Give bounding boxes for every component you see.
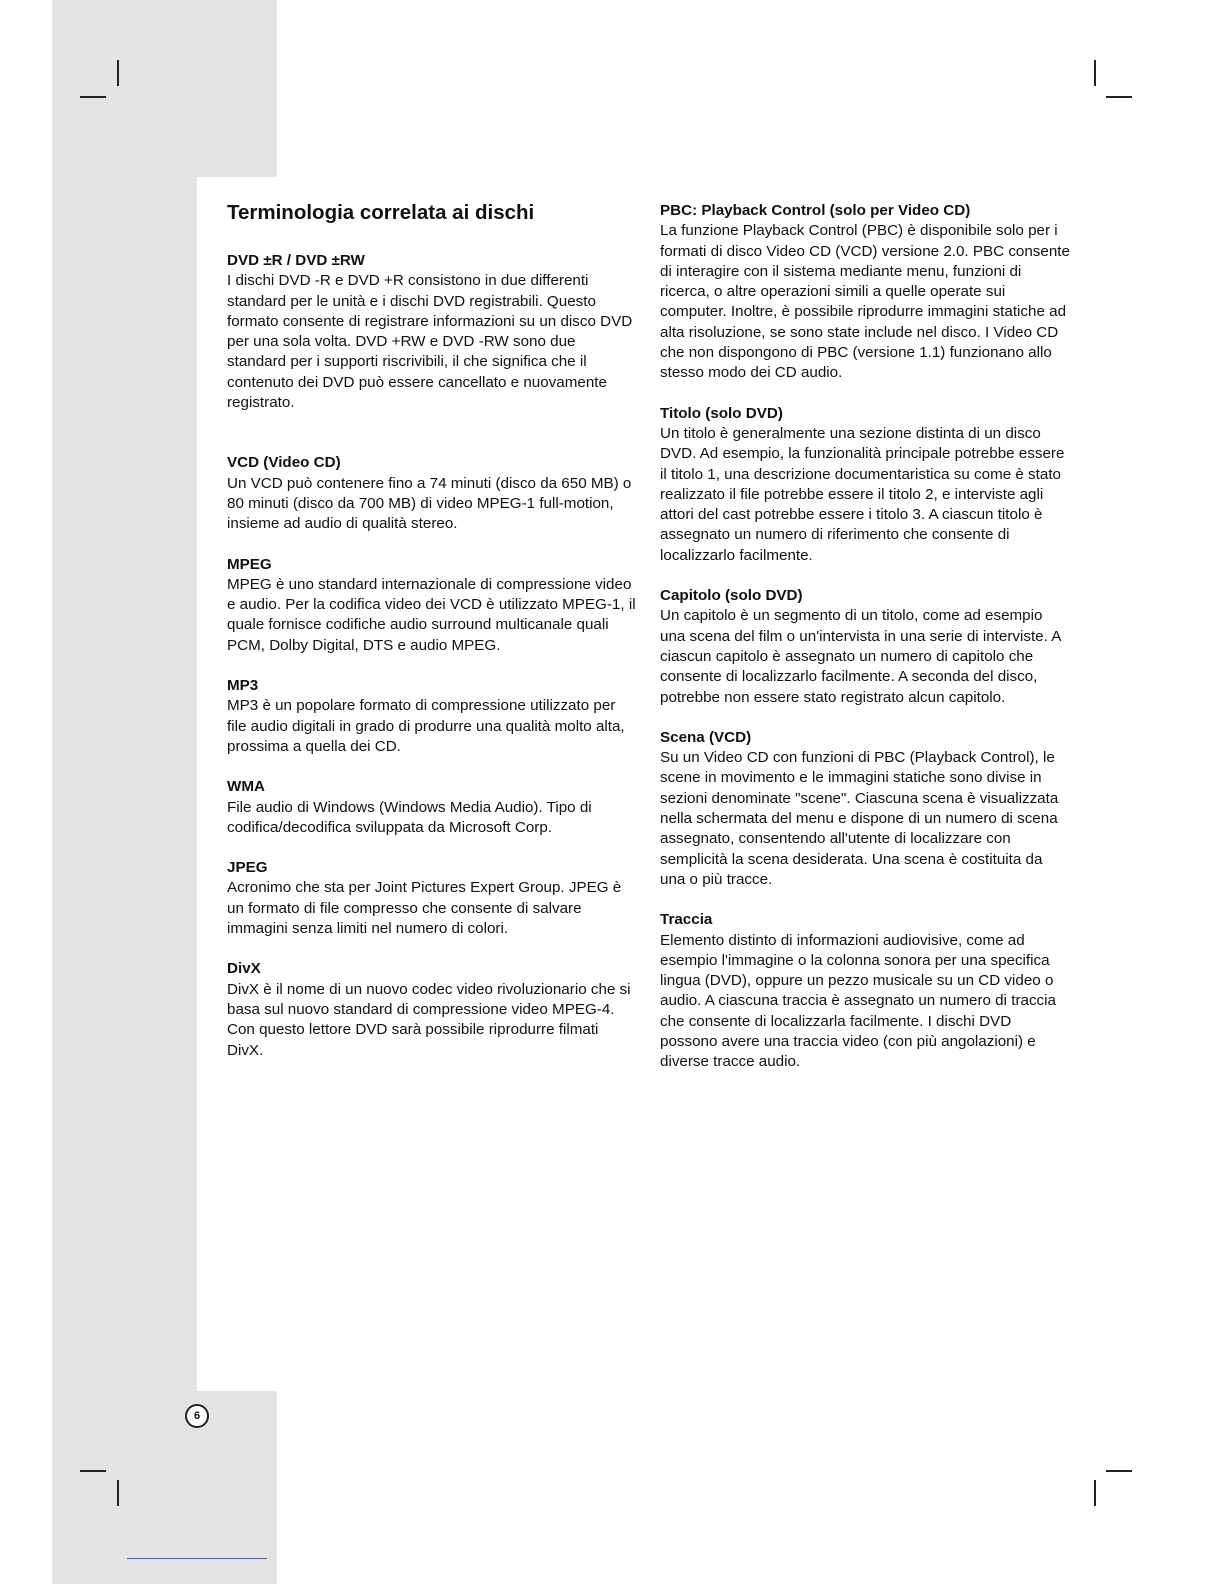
- section-heading: DivX: [227, 960, 261, 978]
- section-heading: WMA: [227, 778, 265, 796]
- section-divx: [227, 959, 637, 1060]
- section-body: Un capitolo è un segmento di un titolo, come ad esempio una scena del film o un'intervista in una serie di interviste. A ciascun capitolo è assegnato un numero di capitolo che consente di localizzarlo facilmente. A seconda del disco, potrebbe non essere stato registrato alcun capitolo.: [660, 607, 1061, 706]
- page-number-badge: 6: [185, 1404, 209, 1428]
- crop-mark-bl-v: [117, 1480, 119, 1506]
- page-title: Terminologia correlata ai dischi: [227, 201, 535, 224]
- section-heading: MP3: [227, 677, 259, 695]
- section-wma: [227, 777, 637, 838]
- section-pbc: [660, 201, 1070, 384]
- section-body: I dischi DVD -R e DVD +R consistono in due differenti standard per le unità e i dischi DVD registrabili. Questo formato consente di registrare informazioni su un disco DVD per una sola volta. DVD +RW e DVD -RW sono due standard per i supporti riscrivibili, il che significa che il contenuto dei DVD può essere cancellato e nuovamente registrato.: [227, 272, 633, 412]
- section-traccia: [660, 910, 1070, 1072]
- right-column: [660, 201, 1070, 1093]
- crop-mark-tr-h: [1106, 96, 1132, 98]
- section-body: DivX è il nome di un nuovo codec video rivoluzionario che si basa sul nuovo standard di compressione video MPEG-4. Con questo lettore DVD sarà possibile riprodurre filmati DivX.: [227, 980, 631, 1059]
- crop-mark-tl-v: [117, 60, 119, 86]
- section-body: Acronimo che sta per Joint Pictures Expert Group. JPEG è un formato di file compresso che consente di salvare immagini senza limiti nel numero di colori.: [227, 879, 622, 938]
- section-heading: Traccia: [660, 911, 713, 929]
- section-body: La funzione Playback Control (PBC) è disponibile solo per i formati di disco Video CD (VCD) versione 2.0. PBC consente di interagire con il sistema mediante menu, funzioni di ricerca, o altre operazioni simili a quelle operate sui computer. Inoltre, è possibile riprodurre immagini statiche ad alta risoluzione, se sono state include nel disco. I Video CD che non dispongono di PBC (versione 1.1) funzionano allo stesso modo dei CD audio.: [660, 222, 1070, 382]
- section-titolo: [660, 404, 1070, 566]
- section-body: Un VCD può contenere fino a 74 minuti (disco da 650 MB) o 80 minuti (disco da 700 MB) di video MPEG-1 full-motion, insieme ad audio di qualità stereo.: [227, 474, 632, 533]
- section-heading: PBC: Playback Control (solo per Video CD): [660, 202, 971, 219]
- section-scena: [660, 728, 1070, 890]
- section-heading: Scena (VCD): [660, 728, 752, 746]
- section-body: Elemento distinto di informazioni audiovisive, come ad esempio l'immagine o la colonna sonora per una specifica lingua (DVD), oppure un pezzo musicale su un CD video o audio. A ciascuna traccia è assegnato un numero di traccia che consente di localizzarla facilmente. I dischi DVD possono avere una traccia video (con più angolazioni) e diverse tracce audio.: [660, 931, 1056, 1071]
- section-mp3: [227, 676, 637, 757]
- section-body: MP3 è un popolare formato di compressione utilizzato per file audio digitali in grado di produrre una qualità molto alta, prossima a quella dei CD.: [227, 697, 625, 755]
- section-body: Un titolo è generalmente una sezione distinta di un disco DVD. Ad esempio, la funzionalità principale potrebbe essere il titolo 1, una descrizione documentaristica su come è stato realizzato il file potrebbe essere il titolo 2, e interviste agli attori del cast potrebbe essere i titolo 3. A ciascun titolo è assegnato un numero di riferimento che consente di localizzarlo facilmente.: [660, 424, 1065, 564]
- crop-mark-br-v: [1094, 1480, 1096, 1506]
- crop-mark-tl-h: [80, 96, 106, 98]
- section-capitolo: [660, 586, 1070, 708]
- section-heading: JPEG: [227, 859, 268, 877]
- gray-strip-side: [52, 177, 197, 1584]
- section-heading: MPEG: [227, 555, 272, 573]
- section-body: File audio di Windows (Windows Media Audio). Tipo di codifica/decodifica sviluppata da Microsoft Corp.: [227, 798, 592, 836]
- crop-mark-bl-h: [80, 1470, 106, 1472]
- footer-link-line: [127, 1558, 267, 1559]
- section-heading: Titolo (solo DVD): [660, 404, 783, 422]
- section-body: MPEG è uno standard internazionale di compressione video e audio. Per la codifica video dei VCD è utilizzato MPEG-1, il quale fornisce codifiche audio surround multicanale quali PCM, Dolby Digital, DTS e audio MPEG.: [227, 575, 636, 654]
- section-vcd: [227, 453, 637, 534]
- section-dvd: [227, 251, 637, 413]
- gray-strip-top: [52, 0, 277, 177]
- left-column: [227, 201, 637, 1081]
- gray-strip-bottom: [197, 1391, 277, 1584]
- section-mpeg: [227, 555, 637, 656]
- section-body: Su un Video CD con funzioni di PBC (Playback Control), le scene in movimento e le immagini statiche sono divise in sezioni denominate "scene". Ciascuna scena è visualizzata nella schermata del menu e dispone di un numero di scena assegnato, consentendo all'utente di localizzare con semplicità la scena desiderata. Una scena è costituita da una o più tracce.: [660, 749, 1059, 888]
- section-heading: Capitolo (solo DVD): [660, 587, 803, 605]
- section-heading: VCD (Video CD): [227, 454, 341, 472]
- section-jpeg: [227, 858, 637, 939]
- crop-mark-br-h: [1106, 1470, 1132, 1472]
- crop-mark-tr-v: [1094, 60, 1096, 86]
- section-heading: DVD ±R / DVD ±RW: [227, 252, 365, 269]
